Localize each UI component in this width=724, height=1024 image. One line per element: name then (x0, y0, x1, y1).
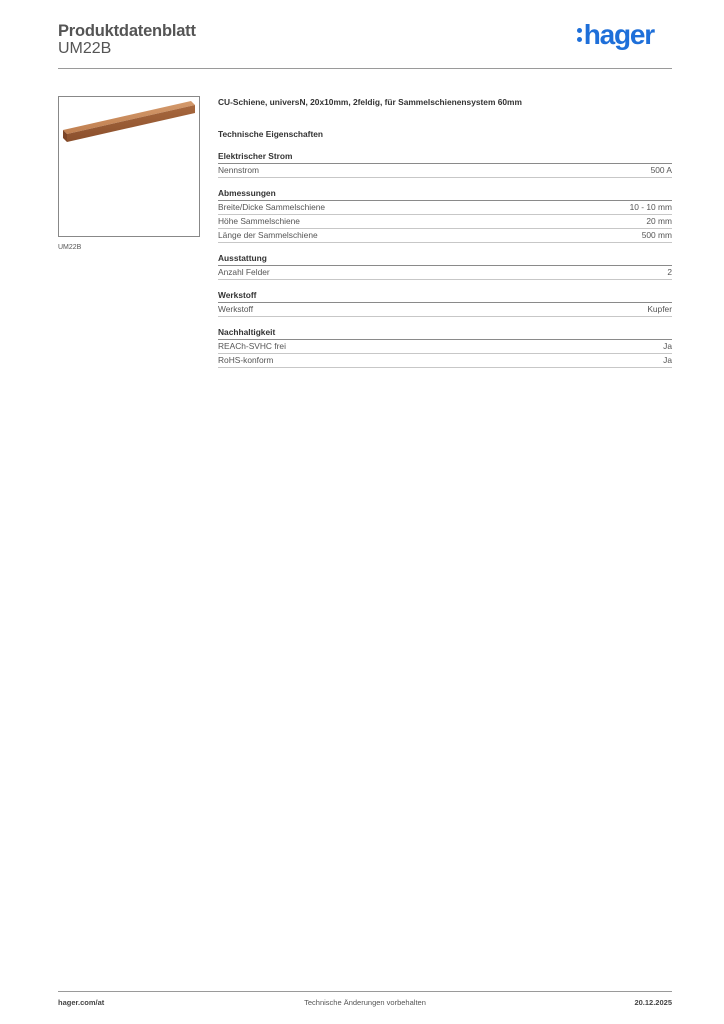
spec-value: 10 - 10 mm (629, 202, 672, 212)
spec-group (218, 151, 672, 178)
spec-label: Länge der Sammelschiene (218, 230, 318, 240)
footer-date: 20.12.2025 (634, 998, 672, 1007)
spec-group (218, 253, 672, 280)
spec-group-title: Werkstoff (218, 290, 672, 303)
spec-row (218, 354, 672, 368)
spec-row (218, 340, 672, 354)
spec-label: REACh-SVHC frei (218, 341, 286, 351)
spec-group (218, 188, 672, 243)
spec-row (218, 303, 672, 317)
spec-value: Kupfer (647, 304, 672, 314)
document-title: Produktdatenblatt (58, 22, 196, 40)
spec-value: 2 (667, 267, 672, 277)
header-divider (58, 68, 672, 69)
spec-group-title: Abmessungen (218, 188, 672, 201)
spec-row (218, 164, 672, 178)
logo-text: hager (583, 19, 654, 50)
spec-label: RoHS-konform (218, 355, 274, 365)
spec-label: Anzahl Felder (218, 267, 270, 277)
spec-group-title: Nachhaltigkeit (218, 327, 672, 340)
page-header (58, 20, 672, 70)
spec-label: Werkstoff (218, 304, 254, 314)
image-caption: UM22B (58, 244, 82, 251)
spec-group-title: Ausstattung (218, 253, 672, 266)
product-description: CU-Schiene, universN, 20x10mm, 2feldig, für Sammelschienensystem 60mm (218, 97, 522, 107)
spec-row (218, 201, 672, 215)
footer-divider (58, 991, 672, 992)
spec-label: Höhe Sammelschiene (218, 216, 300, 226)
specs-heading: Technische Eigenschaften (218, 129, 324, 139)
spec-content (218, 97, 672, 368)
logo-dots-icon (577, 26, 582, 44)
spec-row (218, 215, 672, 229)
footer-notice: Technische Änderungen vorbehalten (304, 998, 426, 1007)
spec-value: Ja (663, 355, 672, 365)
spec-row (218, 229, 672, 243)
spec-label: Nennstrom (218, 165, 259, 175)
spec-row (218, 266, 672, 280)
copper-busbar-image (59, 97, 199, 236)
spec-value: 500 mm (641, 230, 672, 240)
spec-value: 20 mm (646, 216, 672, 226)
product-image-frame (58, 96, 200, 237)
spec-group (218, 327, 672, 368)
spec-group-title: Elektrischer Strom (218, 151, 672, 164)
hager-logo (577, 20, 654, 50)
spec-value: Ja (663, 341, 672, 351)
footer-website: hager.com/at (58, 998, 105, 1007)
product-code: UM22B (58, 40, 112, 57)
spec-group (218, 290, 672, 317)
spec-label: Breite/Dicke Sammelschiene (218, 202, 326, 212)
spec-value: 500 A (650, 165, 672, 175)
